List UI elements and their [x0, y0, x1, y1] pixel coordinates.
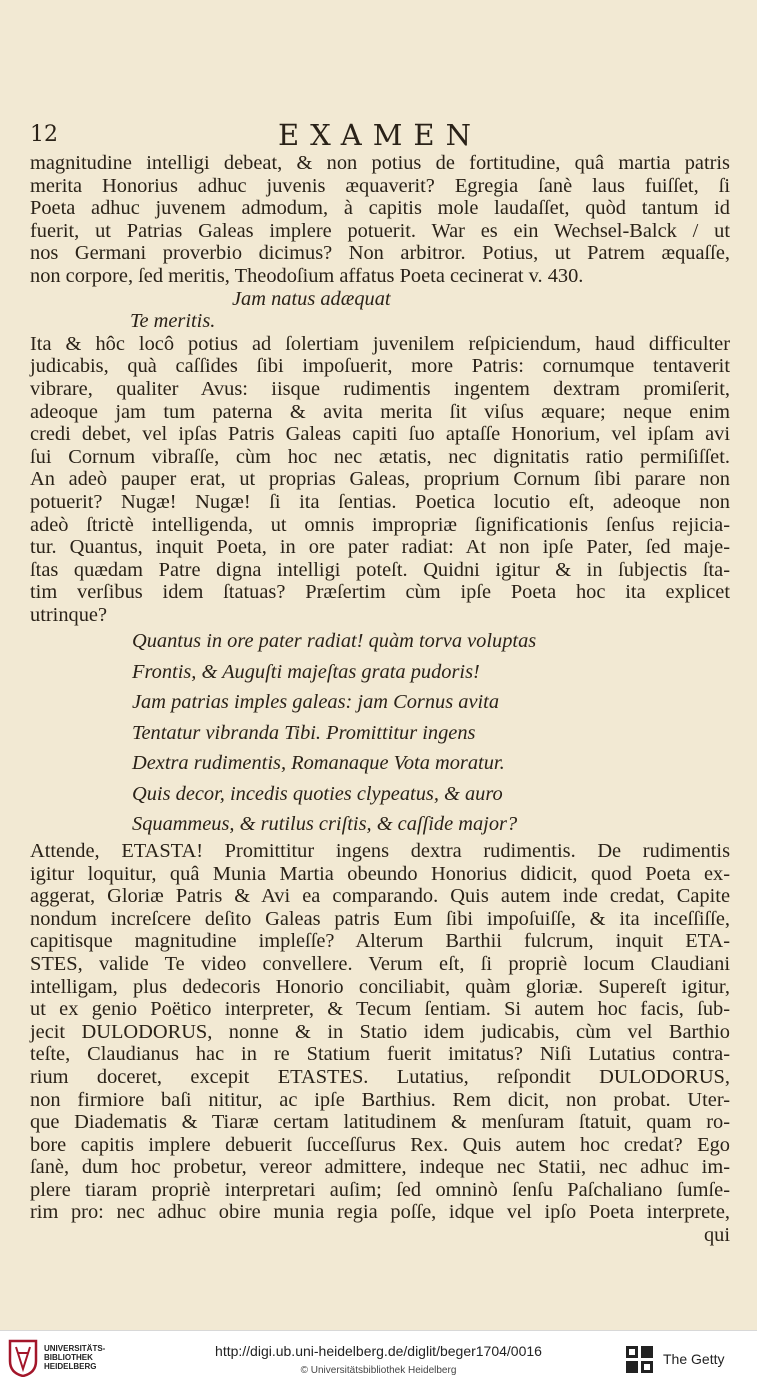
verse-quote-line: Te meritis. [130, 310, 216, 333]
verse-line: Jam patrias imples galeas: jam Cornus avita [132, 691, 500, 714]
verse-line: Dextra rudimentis, Romanaque Vota moratur. [132, 752, 505, 775]
page-header [30, 118, 730, 152]
getty-logo[interactable] [625, 1345, 745, 1375]
text-line: plere tiaram propriè interpretari auſim; ſed omninò ſenſu Paſchaliano ſumſe- [30, 1178, 730, 1201]
text-line: judicabis, quà caſſides ſibi impoſuerit, more Patris: cornumque tentaverit [30, 355, 730, 378]
text-line: intelligam, plus dedecoris Honorio conciliabit, quàm gloriæ. Supereſt igitur, [30, 975, 730, 998]
text-line: adeò ſtrictè intelligenda, ut omnis impropriæ ſignificationis ſenſus rejicia- [30, 513, 730, 536]
permalink-url[interactable]: http://digi.ub.uni-heidelberg.de/diglit/beger1704/0016 [215, 1343, 542, 1359]
text-line: tur. Quantus, inquit Poeta, in ore pater radiat: At non ipſe Pater, ſed maje- [30, 536, 730, 559]
text-line: Ita & hôc locô potius ad ſolertiam juvenilem reſpiciendum, haud difficulter [30, 332, 730, 355]
running-head: EXAMEN [278, 118, 482, 152]
text-line: adeoque jam tum paterna & avita merita ſit viſus æquare; neque enim [30, 400, 730, 423]
text-line: tim verſibus idem ſtatuas? Præſertim cùm ipſe Poeta hoc ita explicet [30, 581, 730, 604]
text-line: ut ex genio Poëtico interpreter, & Tecum ſentiam. Si autem hoc facis, ſub- [30, 998, 730, 1021]
text-line: rium doceret, excepit ETASTES. Lutatius, reſpondit DULODORUS, [30, 1065, 730, 1088]
text-line: Poeta adhuc juvenem admodum, à capitis mole laudaſſet, quòd tantum id [30, 197, 730, 220]
text-line: aggerat, Gloriæ Patris & Avi ea comparando. Quis autem inde credat, Capite [30, 885, 730, 908]
text-line: que Diadematis & Tiaræ certam latitudinem & menſuram ſtatuit, quam ro- [30, 1111, 730, 1134]
verse-line: Quantus in ore pater radiat! quàm torva voluptas [132, 630, 537, 653]
text-line: jecit DULODORUS, nonne & in Statio idem judicabis, cùm vel Barthio [30, 1020, 730, 1043]
text-line: An adeò pauper erat, ut proprias Galeas, proprium Cornum ſibi parare non [30, 468, 730, 491]
catchword: qui [703, 1224, 730, 1247]
text-line: teſte, Claudianus hac in re Statium fuerit imitatus? Niſi Lutatius contra- [30, 1043, 730, 1066]
verse-line: Tentatur vibranda Tibi. Promittitur ingens [132, 721, 476, 744]
text-line: fuerit, ut Patrias Galeas implere potuerit. War es ein Wechsel-Balck / ut [30, 219, 730, 242]
text-line: nos Germani proverbio dicimus? Non arbitror. Potius, ut Patrem æquaſſe, [30, 242, 730, 265]
verse-line: Quis decor, incedis quoties clypeatus, & auro [132, 782, 503, 805]
text-line: rim pro: nec adhuc obire munia regia poſſe, idque vel ipſo Poeta interprete, [30, 1201, 730, 1224]
getty-mark-icon [625, 1345, 655, 1375]
text-line: non firmiore baſi nititur, ac ipſe Barthius. Rem dicit, non probat. Uter- [30, 1088, 730, 1111]
page-number: 12 [30, 122, 58, 147]
copyright-notice: © Universitätsbibliothek Heidelberg [300, 1365, 457, 1376]
text-line: igitur loquitur, quâ Munia Martia obeundo Honorius didicit, quod Poeta ex- [30, 862, 730, 885]
text-line: ſanè, dum hoc probetur, vereor admittere, indeque nec Statii, nec adhuc im- [30, 1156, 730, 1179]
text-line: credi debet, vel ipſas Patris Galeas capiti ſuo aptaſſe Honorium, vel ipſam avi [30, 423, 730, 446]
text-line: bore capitis implere debuerit ſucceſſurus Rex. Quis autem hoc credat? Ego [30, 1133, 730, 1156]
viewer-footer [0, 1330, 757, 1387]
text-line: ſui Cornum vibraſſe, cùm hoc nec ætatis, nec dignitatis ratio permiſiſſet. [30, 445, 730, 468]
text-line: merita Honorius adhuc juvenis æquaverit? Egregia ſanè laus fuiſſet, ſi [30, 174, 730, 197]
text-line: vibrare, qualiter Avus: iisque rudimentis ingentem dextram promiſerit, [30, 377, 730, 400]
body-text [30, 152, 730, 1247]
text-line: ſtas quædam Patre digna intelligi poteſt. Quidni igitur & in ſubjectis ſta- [30, 558, 730, 581]
verse-quote-line: Jam natus adæquat [232, 287, 391, 310]
text-line: STES, valide Te video convellere. Verum eſt, ſi propriè locum Claudiani [30, 952, 730, 975]
text-line: non corpore, ſed meritis, Theodoſium affatus Poeta cecinerat v. 430. [30, 264, 584, 287]
getty-label: The Getty [663, 1351, 725, 1367]
text-line: utrinque? [30, 603, 108, 626]
text-line: capitisque magnitudine impleſſe? Alterum Barthii fulcrum, inquit ETA- [30, 930, 730, 953]
verse-line: Frontis, & Auguſti majeſtas grata pudoris! [132, 660, 480, 683]
verse-line: Squammeus, & rutilus criſtis, & caſſide major? [132, 813, 518, 836]
library-name: UNIVERSITÄTS- BIBLIOTHEK HEIDELBERG [44, 1344, 106, 1371]
text-line: Attende, ETASTA! Promittitur ingens dextra rudimentis. De rudimentis [30, 839, 730, 862]
text-line: magnitudine intelligi debeat, & non potius de fortitudine, quâ martia patris [30, 152, 730, 174]
text-line: nondum increſcere deſito Galeas patris Eum ſibi impoſuiſſe, & ita inceſſiſſe, [30, 907, 730, 930]
text-line: potuerit? Nugæ! Nugæ! ſi ita ſentias. Poetica locutio eſt, adeoque non [30, 490, 730, 513]
